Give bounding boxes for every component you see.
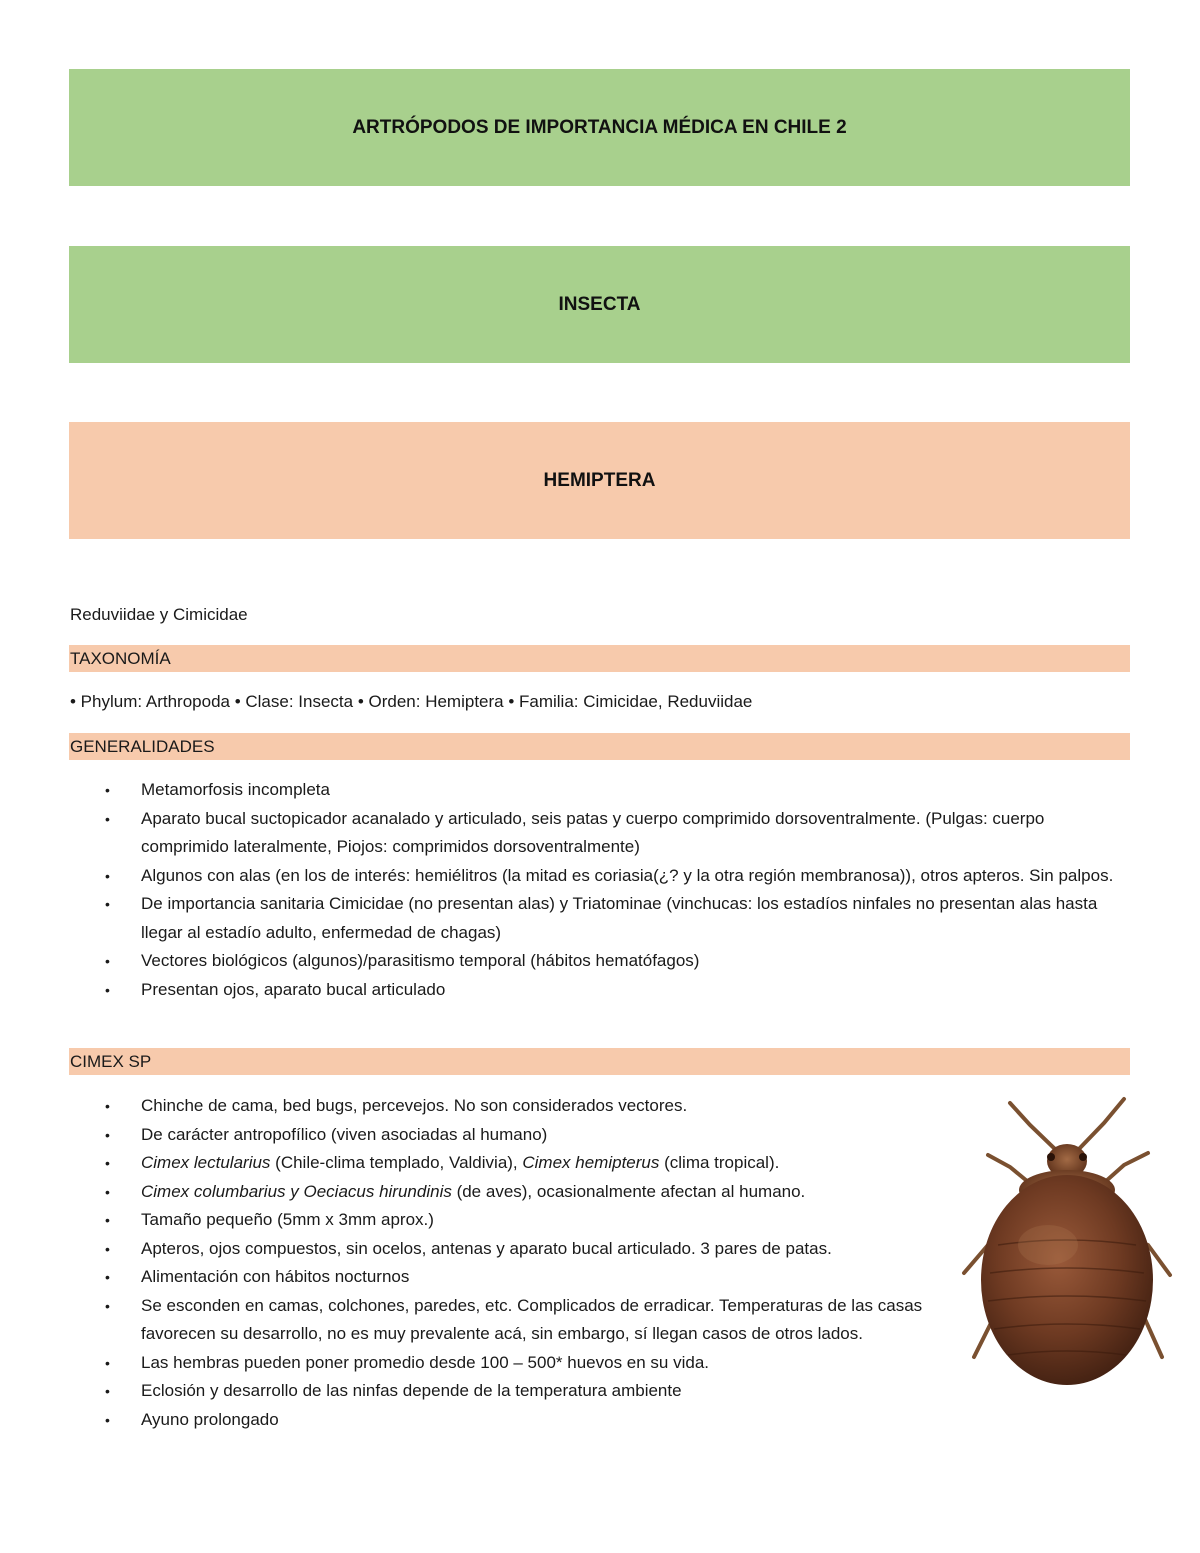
list-item <box>0 1263 945 1292</box>
list-item <box>0 1121 945 1150</box>
list-item-text: De carácter antropofílico (viven asociadas al humano) <box>141 1124 548 1144</box>
section-generalidades-heading: GENERALIDADES <box>69 733 1130 760</box>
generalidades-list <box>0 776 1130 1004</box>
subtitle-families: Reduviidae y Cimicidae <box>70 605 248 624</box>
bullet-icon: • <box>105 1098 110 1114</box>
list-item-text: (Chile-clima templado, Valdivia), <box>270 1153 523 1172</box>
bullet-icon: • <box>105 981 110 998</box>
list-item-text: Alimentación con hábitos nocturnos <box>141 1267 410 1286</box>
order-heading: HEMIPTERA <box>543 469 656 491</box>
list-item-text: Se esconden en camas, colchones, paredes, etc. Complicados de erradicar. Temperaturas de las casas favorecen su desarrollo, no es muy prevalente acá, sin embargo, sí llegan casos de otros lados. <box>141 1295 923 1343</box>
list-item-text: Vectores biológicos (algunos)/parasitismo temporal (hábitos hematófagos) <box>141 951 700 970</box>
list-item <box>0 890 1130 947</box>
list-item <box>0 862 1130 891</box>
list-item-text: (de aves), ocasionalmente afectan al humano. <box>451 1181 806 1201</box>
species-name: Cimex columbarius y Oeciacus hirundinis <box>141 1181 452 1201</box>
bed-bug-image <box>958 1095 1176 1395</box>
list-item-text: Chinche de cama, bed bugs, percevejos. No son considerados vectores. <box>141 1096 688 1115</box>
list-item <box>0 805 1130 862</box>
document-title: ARTRÓPODOS DE IMPORTANCIA MÉDICA EN CHILE 2 <box>352 116 847 138</box>
list-item <box>0 1092 945 1121</box>
order-banner <box>69 422 1130 539</box>
class-banner <box>69 246 1130 363</box>
section-taxonomy-heading: TAXONOMÍA <box>69 645 1130 672</box>
title-banner <box>69 69 1130 186</box>
list-item <box>0 976 1130 1005</box>
list-item-text: Ayuno prolongado <box>141 1409 279 1429</box>
bullet-icon: • <box>105 1240 110 1257</box>
list-item-text: Tamaño pequeño (5mm x 3mm aprox.) <box>141 1210 434 1229</box>
section-cimex-heading: CIMEX SP <box>69 1048 1130 1075</box>
bullet-icon: • <box>105 1126 110 1143</box>
bullet-icon: • <box>105 896 110 912</box>
class-heading: INSECTA <box>558 293 641 315</box>
list-item <box>0 1377 945 1406</box>
list-item-text: (clima tropical). <box>659 1153 780 1172</box>
list-item <box>0 1178 945 1207</box>
list-item <box>0 1149 945 1178</box>
list-item <box>0 1406 945 1435</box>
list-item <box>0 1292 945 1349</box>
bullet-icon: • <box>105 1297 110 1314</box>
list-item-text: Presentan ojos, aparato bucal articulado <box>141 979 446 999</box>
bullet-icon: • <box>105 1155 110 1171</box>
bullet-icon: • <box>105 1354 110 1371</box>
list-item <box>0 947 1130 976</box>
bullet-icon: • <box>105 953 110 969</box>
bullet-icon: • <box>105 782 110 798</box>
bullet-icon: • <box>105 1269 110 1285</box>
list-item <box>0 776 1130 805</box>
list-item-text: Apteros, ojos compuestos, sin ocelos, antenas y aparato bucal articulado. 3 pares de patas. <box>141 1238 832 1258</box>
bullet-icon: • <box>105 1183 110 1200</box>
bullet-icon: • <box>105 1383 110 1399</box>
list-item-text: Metamorfosis incompleta <box>141 780 330 799</box>
bullet-icon: • <box>105 867 110 884</box>
list-item-text: Algunos con alas (en los de interés: hemiélitros (la mitad es coriasia(¿? y la otra región membranosa)), otros apteros. Sin palpos. <box>141 865 1114 885</box>
list-item-text: Aparato bucal suctopicador acanalado y articulado, seis patas y cuerpo comprimido dorsoventralmente. (Pulgas: cuerpo comprimido lateralmente, Piojos: comprimidos dorsoventralmente) <box>141 808 1045 856</box>
list-item-text: Las hembras pueden poner promedio desde 100 – 500* huevos en su vida. <box>141 1352 710 1372</box>
bullet-icon: • <box>105 810 110 827</box>
taxonomy-line: • Phylum: Arthropoda • Clase: Insecta • Orden: Hemiptera • Familia: Cimicidae, Reduviidae <box>70 692 753 711</box>
species-name: Cimex hemipterus <box>522 1153 660 1172</box>
bullet-icon: • <box>105 1411 110 1428</box>
list-item-text: De importancia sanitaria Cimicidae (no presentan alas) y Triatominae (vinchucas: los estadíos ninfales no presentan alas hasta llegar al estadío adulto, enfermedad de chagas) <box>141 894 1098 942</box>
cimex-list <box>0 1092 945 1434</box>
bullet-icon: • <box>105 1212 110 1228</box>
list-item <box>0 1235 945 1264</box>
list-item <box>0 1206 945 1235</box>
list-item <box>0 1349 945 1378</box>
species-name: Cimex lectularius <box>141 1153 271 1172</box>
list-item-text: Eclosión y desarrollo de las ninfas depende de la temperatura ambiente <box>141 1381 682 1400</box>
